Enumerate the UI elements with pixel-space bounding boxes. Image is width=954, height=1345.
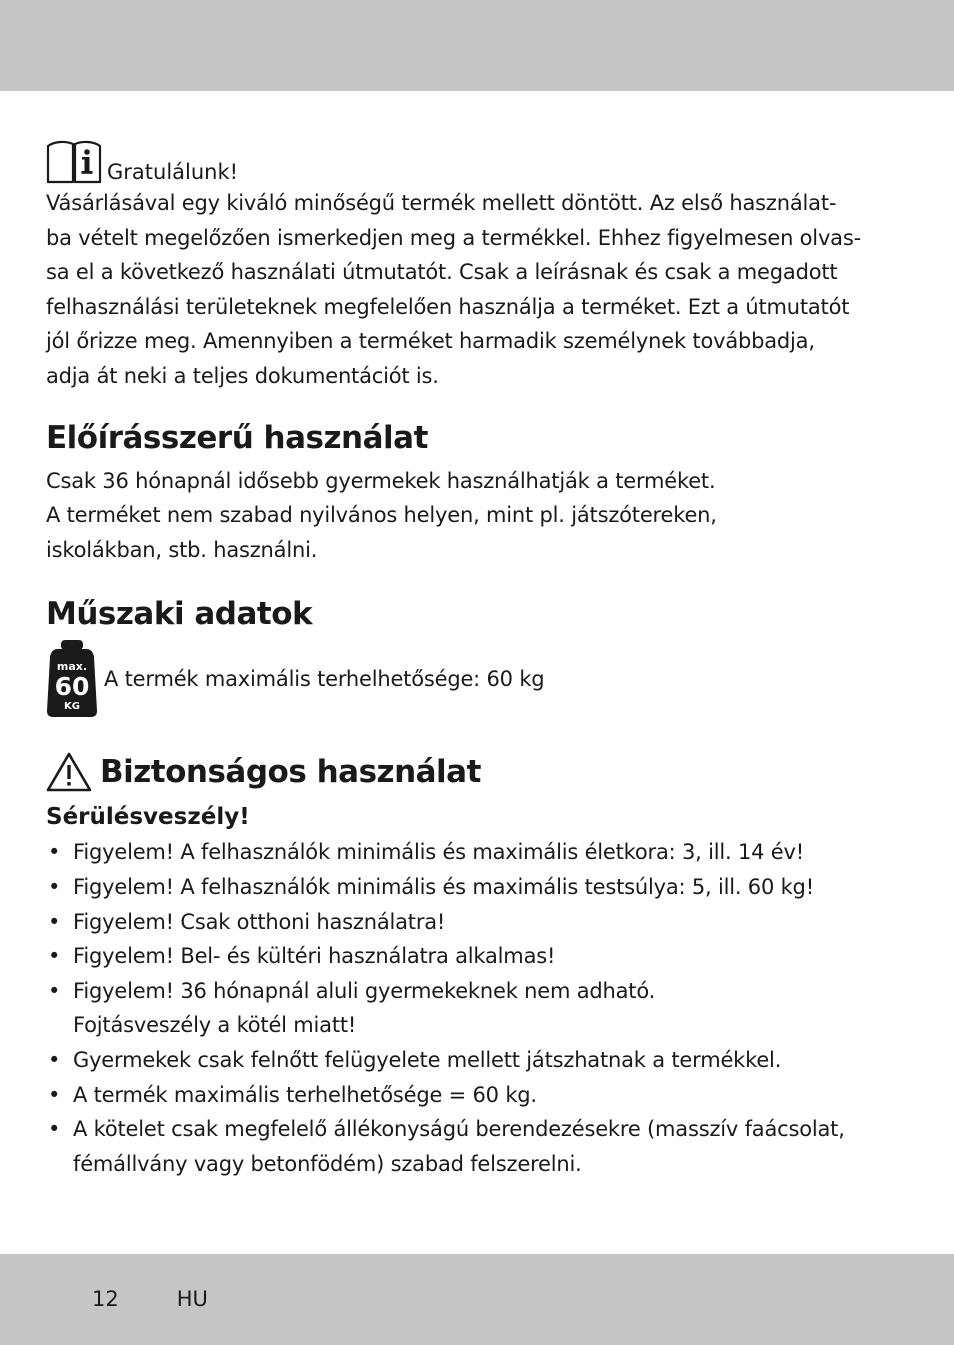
list-item [46,1112,912,1181]
safety-list [46,835,912,1181]
list-item-line: • Figyelem! A felhasználók minimális és maximális testsúlya: 5, ill. 60 kg! [73,874,814,899]
list-item-line: • Figyelem! Bel- és kültéri használatra alkalmas! [73,944,556,969]
safety-heading: Biztonságos használat [100,754,481,791]
list-item [46,1078,912,1113]
intro-line: ba vételt megelőzően ismerkedjen meg a termékkel. Ehhez figyelmesen olvas- [46,225,861,250]
language-code: HU [176,1287,208,1311]
intro-paragraph [46,186,912,394]
list-item [46,835,912,870]
greeting-text: Gratulálunk! [107,160,239,184]
list-item [46,939,912,974]
list-item-line: • Gyermekek csak felnőtt felügyelete mellett játszhatnak a termékkel. [73,1047,782,1072]
intro-line: jól őrizze meg. Amennyiben a terméket harmadik személynek továbbadja, [46,329,815,354]
max-weight-icon [46,639,98,719]
technical-data-heading: Műszaki adatok [46,596,313,633]
list-item-line: Fojtásveszély a kötél miatt! [73,1013,357,1038]
intro-header [46,134,912,186]
intended-use-line: Csak 36 hónapnál idősebb gyermekek használhatják a terméket. [46,468,716,493]
intended-use-line: A terméket nem szabad nyilvános helyen, mint pl. játszótereken, [46,503,717,528]
list-item-line: • Figyelem! Csak otthoni használatra! [73,909,446,934]
header-band [0,0,954,91]
intro-line: adja át neki a teljes dokumentációt is. [46,363,439,388]
info-book-icon [46,140,102,186]
intended-use-heading: Előírásszerű használat [46,419,428,456]
intro-line: felhasználási területeknek megfelelően használja a terméket. Ezt a útmutatót [46,294,850,319]
max-load-row [46,638,912,720]
intended-use-paragraph [46,464,912,568]
list-item-line: • A termék maximális terhelhetősége = 60 kg. [73,1082,537,1107]
page-content [46,134,912,1181]
list-item-line: • Figyelem! 36 hónapnál aluli gyermekeknek nem adható. [73,978,656,1003]
weight-icon-unit: KG [64,701,80,713]
max-load-text: A termék maximális terhelhetősége: 60 kg [104,667,545,692]
page-footer [92,1282,208,1316]
list-item [46,974,912,1043]
list-item [46,905,912,940]
page-number: 12 [92,1287,119,1311]
injury-hazard-subheading: Sérülésveszély! [46,804,250,831]
intended-use-line: iskolákban, stb. használni. [46,537,318,562]
list-item-line: • A kötelet csak megfelelő állékonyságú berendezésekre (masszív faácsolat, [73,1117,845,1142]
list-item [46,870,912,905]
list-item [46,1043,912,1078]
intro-line: Vásárlásával egy kiváló minőségű termék mellett döntött. Az első használat- [46,191,837,215]
weight-icon-value: 60 [54,672,90,702]
warning-triangle-icon [46,751,92,793]
intro-line: sa el a következő használati útmutatót. Csak a leírásnak és csak a megadott [46,260,838,285]
list-item-line: • Figyelem! A felhasználók minimális és maximális életkora: 3, ill. 14 év! [73,840,804,865]
weight-icon-top-label: max. [56,660,88,674]
list-item-line: fémállvány vagy betonfödém) szabad felszerelni. [73,1151,582,1176]
safety-heading-row [46,751,912,793]
